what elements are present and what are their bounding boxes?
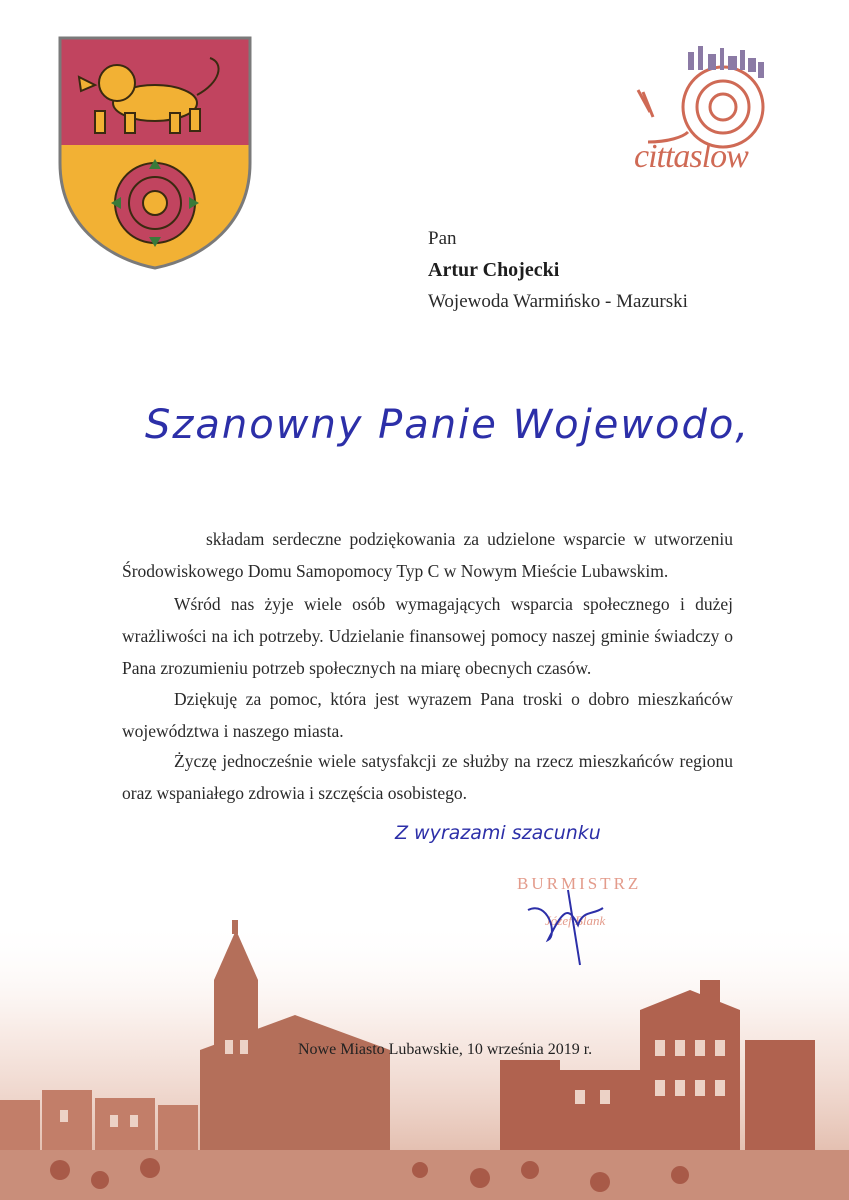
handwritten-greeting: Szanowny Panie Wojewodo,	[145, 402, 751, 448]
cittaslow-logo-text: cittaslow	[634, 138, 748, 175]
town-panorama-illustration	[0, 920, 849, 1200]
dateline: Nowe Miasto Lubawskie, 10 września 2019 r.	[298, 1041, 593, 1058]
stamp-name: Józef Blank	[545, 913, 606, 928]
paragraph-4: Życzę jednocześnie wiele satysfakcji ze służby na rzecz mieszkańców regionu oraz wspaniałego zdrowia i szczęścia osobistego.	[122, 751, 733, 803]
handwritten-closing: Z wyrazami szacunku	[395, 822, 601, 844]
stamp-role: BURMISTRZ	[517, 874, 642, 893]
paragraph-1: składam serdeczne podziękowania za udzielone wsparcie w utworzeniu Środowiskowego Domu Samopomocy Typ C w Nowym Mieście Lubawskim.	[122, 529, 733, 581]
recipient-salutation: Pan	[428, 228, 457, 249]
recipient-title: Wojewoda Warmińsko - Mazurski	[428, 291, 688, 312]
signature-icon	[508, 880, 628, 970]
paragraph-2: Wśród nas żyje wiele osób wymagających wsparcia społecznego i dużej wrażliwości na ich potrzeby. Udzielanie finansowej pomocy naszej gminie świadczy o Pana zrozumieniu potrzeb społecznych na miarę obecnych czasów.	[122, 594, 733, 678]
coat-of-arms	[55, 33, 255, 273]
recipient-name: Artur Chojecki	[428, 259, 560, 281]
paragraph-3: Dziękuję za pomoc, która jest wyrazem Pana troski o dobro mieszkańców województwa i naszego miasta.	[122, 689, 733, 741]
